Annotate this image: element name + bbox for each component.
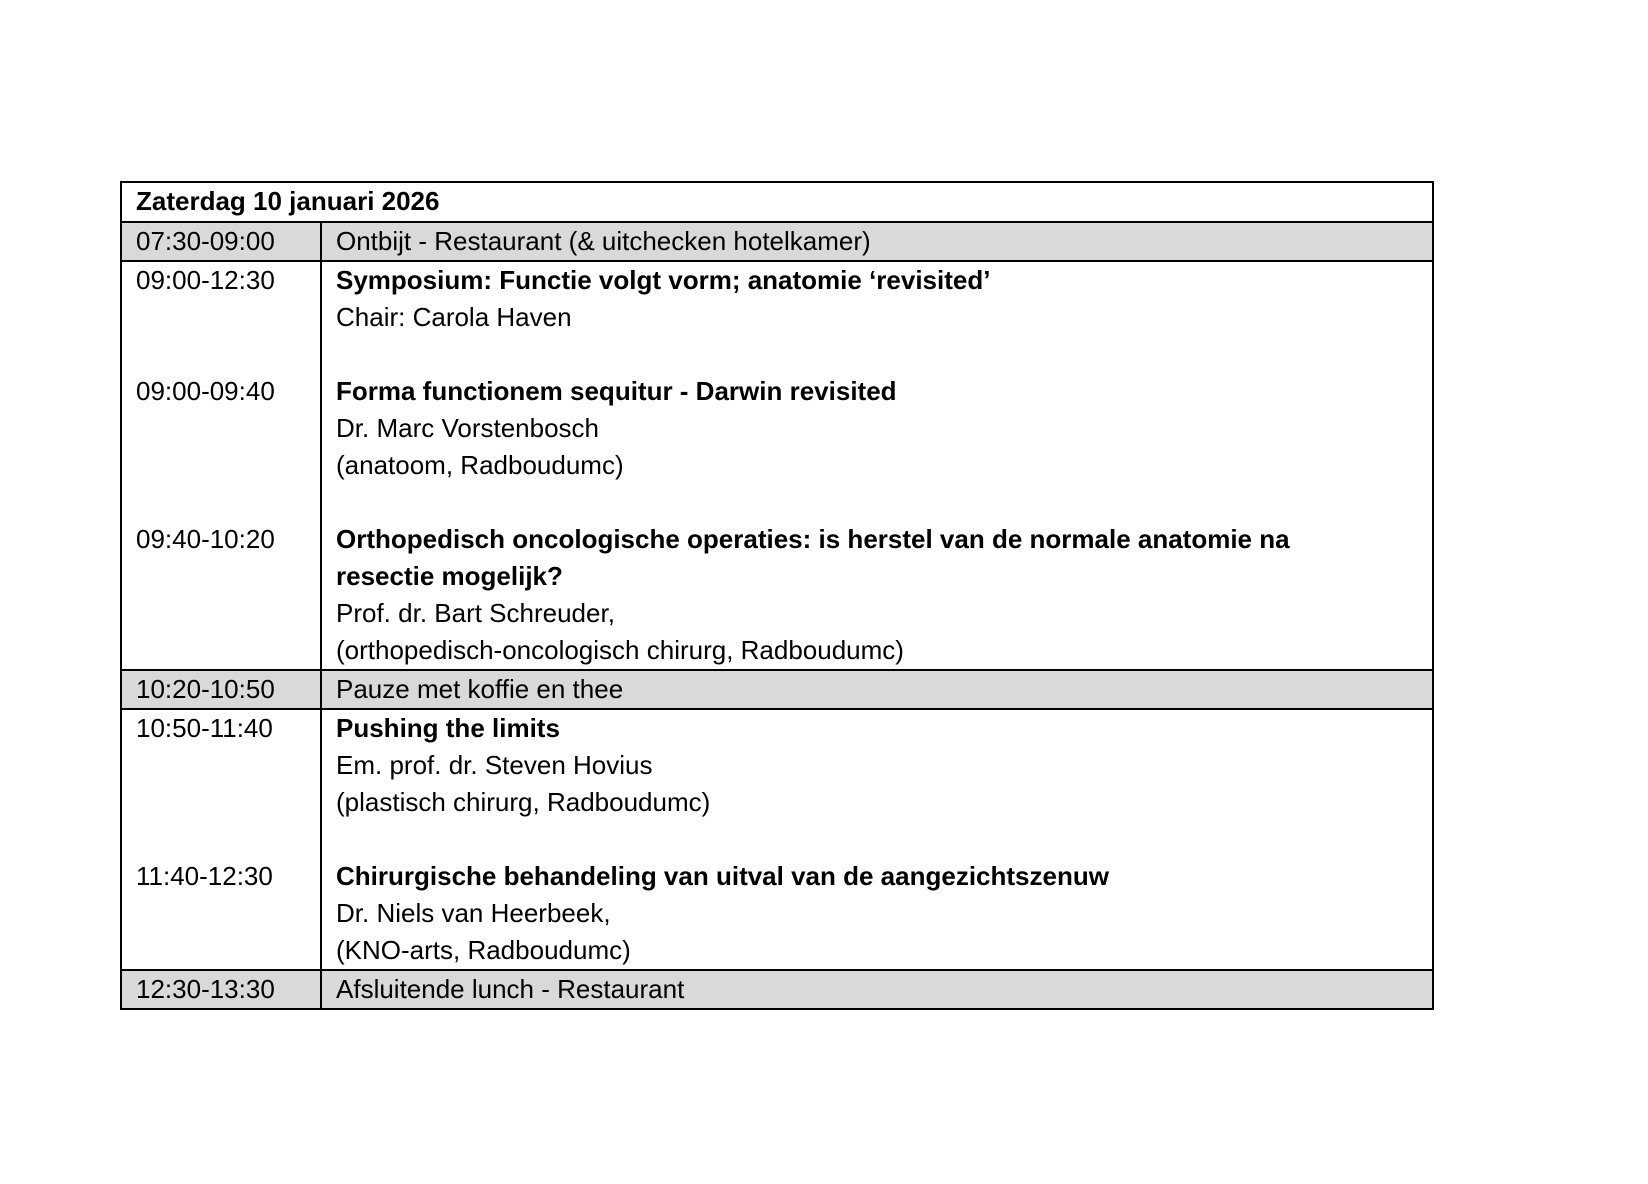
- day-header-row: [121, 182, 1433, 222]
- symposium-chair: Chair: Carola Haven: [336, 302, 572, 332]
- second-block-details: [321, 709, 1433, 970]
- symposium-details: [321, 261, 1433, 670]
- lunch-time: 12:30-13:30: [121, 970, 321, 1009]
- lunch-row: [121, 970, 1433, 1009]
- breakfast-row: [121, 222, 1433, 261]
- talk-speaker: Em. prof. dr. Steven Hovius: [336, 750, 653, 780]
- second-block-times: [121, 709, 321, 970]
- talk-speaker: Dr. Marc Vorstenbosch: [336, 413, 599, 443]
- second-block-row: [121, 709, 1433, 970]
- talk-affiliation: (KNO-arts, Radboudumc): [336, 935, 631, 965]
- break-text: Pauze met koffie en thee: [321, 670, 1433, 709]
- symposium-title: Symposium: Functie volgt vorm; anatomie ‘revisited’: [336, 265, 991, 295]
- break-row: [121, 670, 1433, 709]
- talk-time: 09:00-09:40: [136, 376, 275, 406]
- breakfast-text: Ontbijt - Restaurant (& uitchecken hotelkamer): [321, 222, 1433, 261]
- talk-time: 09:40-10:20: [136, 524, 275, 554]
- break-time: 10:20-10:50: [121, 670, 321, 709]
- talk-title: Forma functionem sequitur - Darwin revisited: [336, 376, 897, 406]
- symposium-time: 09:00-12:30: [136, 265, 275, 295]
- day-header: Zaterdag 10 januari 2026: [121, 182, 1433, 222]
- talk-affiliation: (anatoom, Radboudumc): [336, 450, 624, 480]
- schedule-table: [120, 181, 1434, 1010]
- talk-title: Chirurgische behandeling van uitval van de aangezichtszenuw: [336, 861, 1109, 891]
- lunch-text: Afsluitende lunch - Restaurant: [321, 970, 1433, 1009]
- symposium-block-row: [121, 261, 1433, 670]
- symposium-times: [121, 261, 321, 670]
- talk-time: 10:50-11:40: [136, 713, 273, 743]
- talk-affiliation: (orthopedisch-oncologisch chirurg, Radboudumc): [336, 635, 904, 665]
- talk-time: 11:40-12:30: [136, 861, 273, 891]
- talk-title-continued: resectie mogelijk?: [336, 561, 563, 591]
- talk-speaker: Dr. Niels van Heerbeek,: [336, 898, 611, 928]
- talk-title: Pushing the limits: [336, 713, 560, 743]
- talk-affiliation: (plastisch chirurg, Radboudumc): [336, 787, 711, 817]
- talk-title: Orthopedisch oncologische operaties: is herstel van de normale anatomie na: [336, 524, 1290, 554]
- talk-speaker: Prof. dr. Bart Schreuder,: [336, 598, 615, 628]
- breakfast-time: 07:30-09:00: [121, 222, 321, 261]
